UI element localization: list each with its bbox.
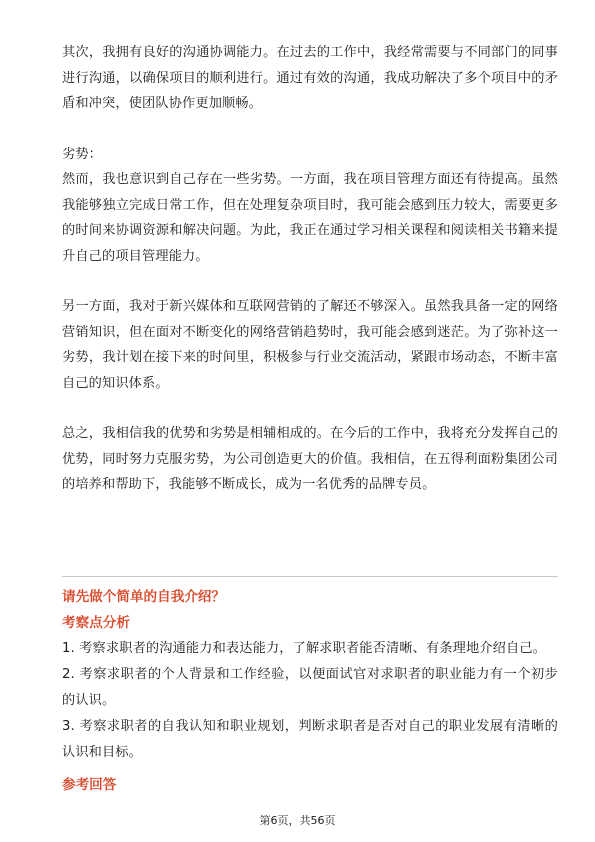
paragraph-weakness-marketing: 另一方面，我对于新兴媒体和互联网营销的了解还不够深入。虽然我具备一定的网络营销知识，但在面对不断变化的网络营销趋势时，我可能会感到迷茫。为了弥补这一劣势，我计划在接下来的时间里，积极参与行业交流活动，紧跟市场动态，不断丰富自己的知识体系。 <box>62 299 558 391</box>
question-title: 请先做个简单的自我介绍？ <box>62 589 226 605</box>
analysis-heading: 考察点分析 <box>62 615 130 631</box>
body-text <box>62 40 558 498</box>
weakness-label: 劣势： <box>62 146 103 162</box>
answer-heading: 参考回答 <box>62 777 117 793</box>
analysis-point-1: 1. 考察求职者的沟通能力和表达能力，了解求职者能否清晰、有条理地介绍自己。 <box>62 641 547 656</box>
paragraph-communication: 其次，我拥有良好的沟通协调能力。在过去的工作中，我经常需要与不同部门的同事进行沟通，以确保项目的顺利进行。通过有效的沟通，我成功解决了多个项目中的矛盾和冲突，使团队协作更加顺畅。 <box>62 45 558 111</box>
question-section <box>62 584 558 798</box>
paragraph-weakness-project: 然而，我也意识到自己存在一些劣势。一方面，我在项目管理方面还有待提高。虽然我能够独立完成日常工作，但在处理复杂项目时，我可能会感到压力较大，需要更多的时间来协调资源和解决问题。为此，我正在通过学习相关课程和阅读相关书籍来提升自己的项目管理能力。 <box>62 172 558 264</box>
paragraph-conclusion: 总之，我相信我的优势和劣势是相辅相成的。在今后的工作中，我将充分发挥自己的优势，同时努力克服劣势，为公司创造更大的价值。我相信，在五得利面粉集团公司的培养和帮助下，我能够不断成长，成为一名优秀的品牌专员。 <box>62 426 558 492</box>
analysis-point-3: 3. 考察求职者的自我认知和职业规划，判断求职者是否对自己的职业发展有清晰的认识和目标。 <box>62 719 558 760</box>
analysis-point-2: 2. 考察求职者的个人背景和工作经验，以便面试官对求职者的职业能力有一个初步的认识。 <box>62 667 558 708</box>
section-divider <box>62 576 558 577</box>
page-footer: 第6页，共56页 <box>259 814 336 827</box>
